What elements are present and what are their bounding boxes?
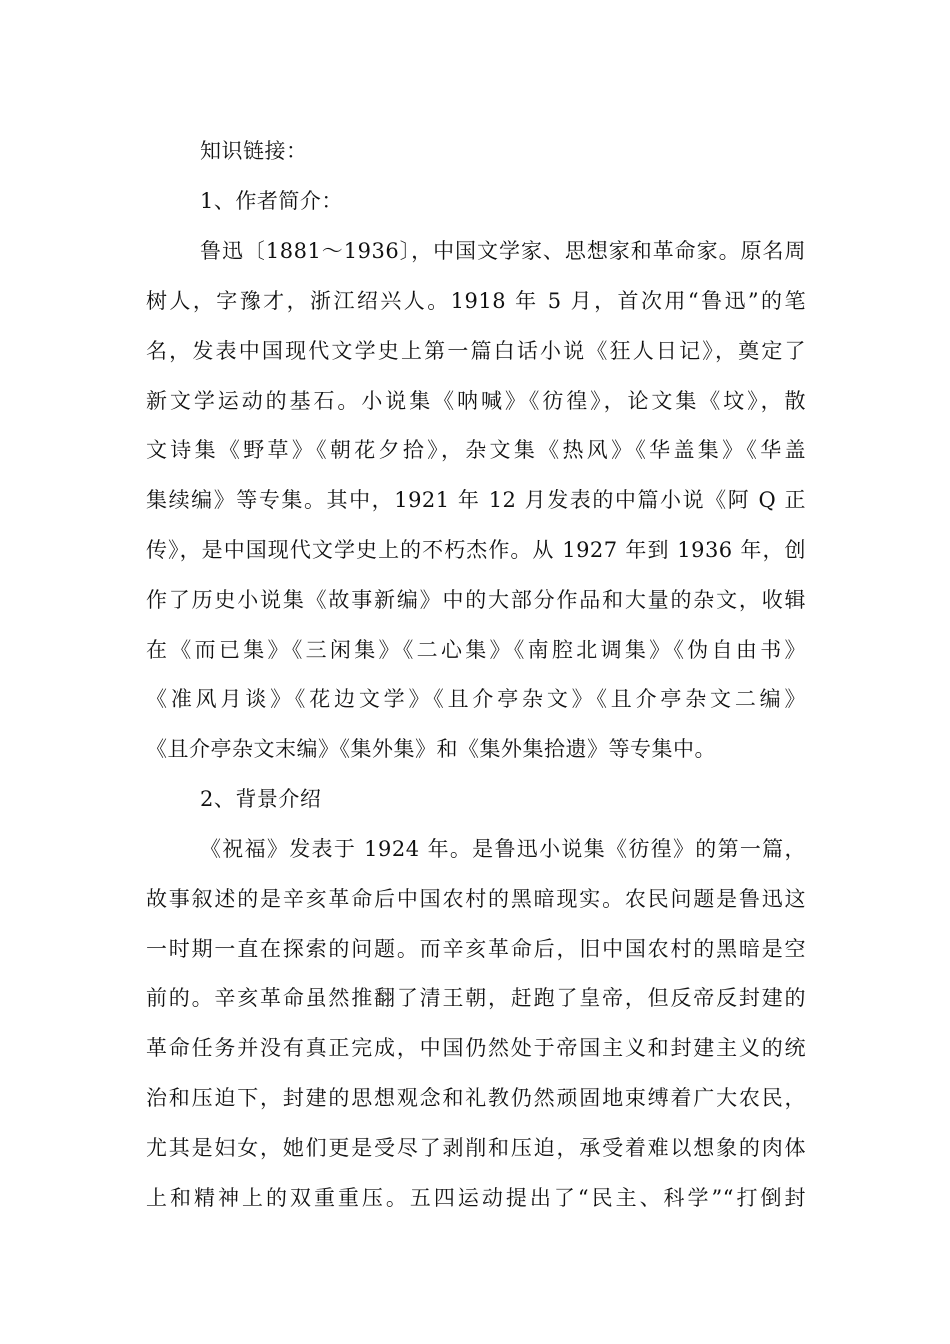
background-paragraph-line: 治和压迫下，封建的思想观念和礼教仍然顽固地束缚着广大农民， — [146, 1086, 806, 1110]
background-paragraph-line: 《祝福》发表于 1924 年。是鲁迅小说集《彷徨》的第一篇， — [200, 837, 806, 861]
author-paragraph-line: 名，发表中国现代文学史上第一篇白话小说《狂人日记》，奠定了 — [146, 339, 806, 363]
background-paragraph-line: 上和精神上的双重重压。五四运动提出了“民主、科学”“打倒封 — [146, 1186, 806, 1210]
background-paragraph-line: 尤其是妇女，她们更是受尽了剥削和压迫，承受着难以想象的肉体 — [146, 1136, 806, 1160]
author-paragraph-line: 树人，字豫才，浙江绍兴人。1918 年 5 月，首次用“鲁迅”的笔 — [146, 289, 806, 313]
author-paragraph-line: 传》，是中国现代文学史上的不朽杰作。从 1927 年到 1936 年，创 — [146, 538, 806, 562]
author-paragraph-line: 在《而已集》《三闲集》《二心集》《南腔北调集》《伪自由书》 — [146, 638, 806, 662]
section-title-author: 1、作者简介： — [200, 189, 343, 213]
background-paragraph-line: 一时期一直在探索的问题。而辛亥革命后，旧中国农村的黑暗是空 — [146, 937, 806, 961]
author-paragraph-line: 文诗集《野草》《朝花夕拾》，杂文集《热风》《华盖集》《华盖 — [146, 438, 806, 462]
background-paragraph-line: 革命任务并没有真正完成，中国仍然处于帝国主义和封建主义的统 — [146, 1036, 806, 1060]
background-paragraph-line: 前的。辛亥革命虽然推翻了清王朝，赶跑了皇帝，但反帝反封建的 — [146, 986, 806, 1010]
author-paragraph-line: 《准风月谈》《花边文学》《且介亭杂文》《且介亭杂文二编》 — [146, 687, 806, 711]
author-paragraph-line: 作了历史小说集《故事新编》中的大部分作品和大量的杂文，收辑 — [146, 588, 806, 612]
author-paragraph-line: 鲁迅〔1881～1936〕，中国文学家、思想家和革命家。原名周 — [200, 239, 806, 263]
author-paragraph-line: 集续编》等专集。其中，1921 年 12 月发表的中篇小说《阿 Q 正 — [146, 488, 806, 512]
author-paragraph-line: 新文学运动的基石。小说集《呐喊》《彷徨》，论文集《坟》，散 — [146, 389, 806, 413]
background-paragraph-line: 故事叙述的是辛亥革命后中国农村的黑暗现实。农民问题是鲁迅这 — [146, 887, 806, 911]
heading: 知识链接： — [200, 139, 308, 163]
section-title-background: 2、背景介绍 — [200, 787, 322, 811]
author-paragraph-line: 《且介亭杂文末编》《集外集》和《集外集拾遗》等专集中。 — [146, 737, 716, 761]
